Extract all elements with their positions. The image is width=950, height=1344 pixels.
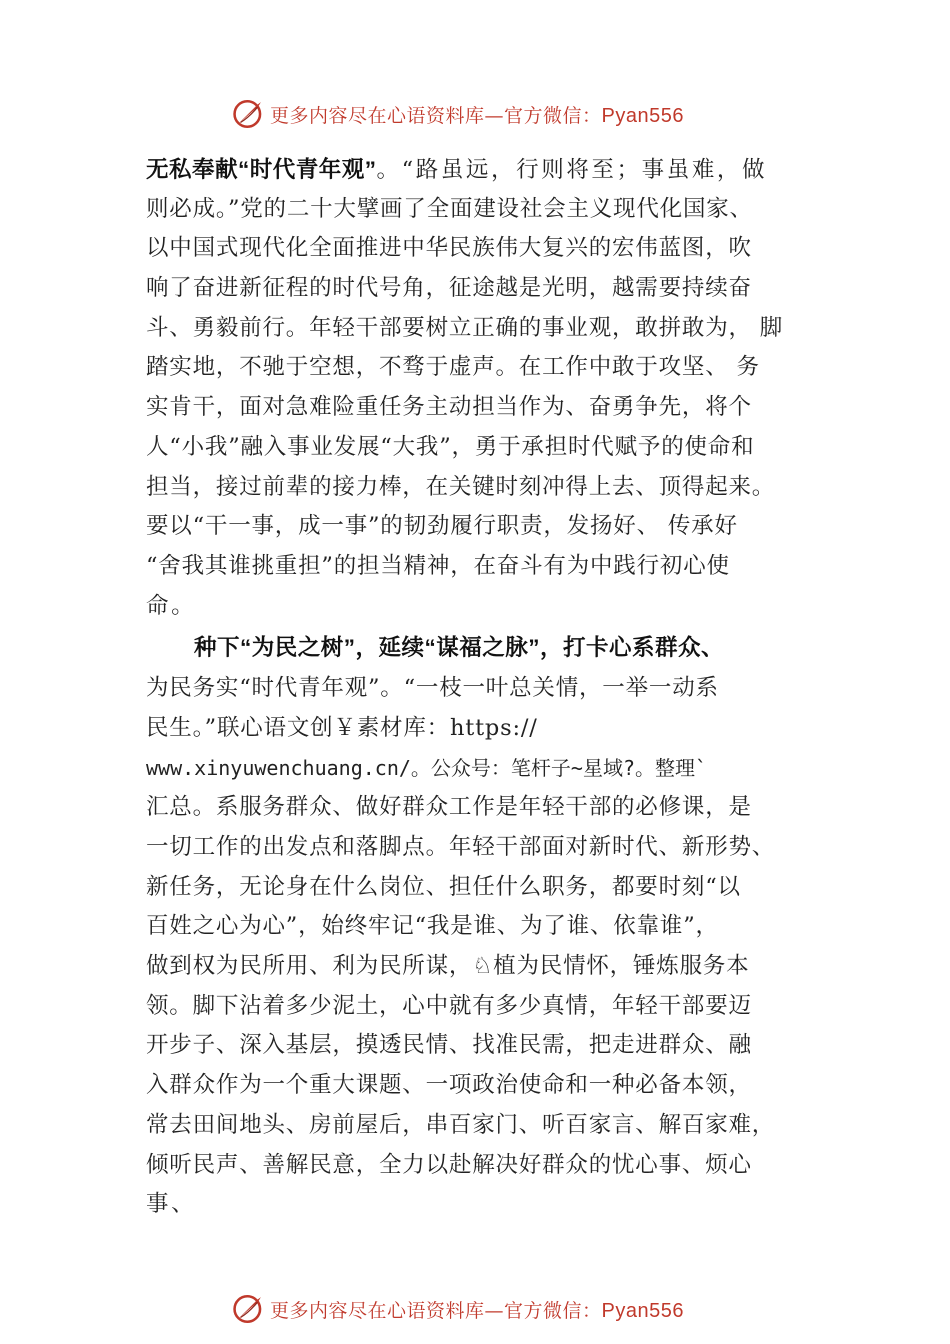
quill-logo-icon xyxy=(232,97,266,131)
text-line: 斗、勇毅前行。年轻干部要树立正确的事业观，敢拼敢为， 脚 xyxy=(146,314,784,341)
section-heading: 种下“为民之树”，延续“谋福之脉”，打卡心系群众、 xyxy=(194,635,725,661)
text-line: 汇总。系服务群众、做好群众工作是年轻干部的必修课，是 xyxy=(146,794,752,821)
text-line: 则必成。”党的二十大擘画了全面建设社会主义现代化国家、 xyxy=(146,195,753,222)
text-line: 领。脚下沾着多少泥土，心中就有多少真情，年轻干部要迈 xyxy=(146,992,752,1019)
header-banner xyxy=(232,94,732,134)
text-line: 人“小我”融入事业发展“大我”，勇于承担时代赋予的使命和 xyxy=(146,433,755,460)
header-banner-text: 更多内容尽在心语资料库—官方微信：Pyan556 xyxy=(270,104,684,127)
text-line: 要以“干一事，成一事”的韧劲履行职责，发扬好、 传承好 xyxy=(146,513,738,540)
wechat-id: Pyan556 xyxy=(601,1299,684,1322)
text-line: 命。 xyxy=(146,592,197,619)
text-line: 为民务实“时代青年观”。“一枝一叶总关情，一举一动系 xyxy=(146,675,719,702)
text-line: www.xinyuwenchuang.cn/。公众号：笔杆子~星域?。整理` xyxy=(146,755,708,780)
text-line: 入群众作为一个重大课题、一项政治使命和一种必备本领， xyxy=(146,1072,752,1099)
text-line: 响了奋进新征程的时代号角，征途越是光明，越需要持续奋 xyxy=(146,275,752,302)
text-line: 常去田间地头、房前屋后，串百家门、听百家言、解百家难， xyxy=(146,1111,776,1138)
text-line: 倾听民声、善解民意，全力以赴解决好群众的忧心事、烦心 xyxy=(146,1151,752,1178)
footer-banner-text: 更多内容尽在心语资料库—官方微信：Pyan556 xyxy=(270,1299,684,1322)
text-line: 踏实地，不驰于空想，不骛于虚声。在工作中敢于攻坚、 务 xyxy=(146,354,760,381)
text-line: 无私奉献“时代青年观”。“路虽远，行则将至；事虽难，做 xyxy=(146,157,768,183)
text-line: 新任务，无论身在什么岗位、担任什么职务，都要时刻“以 xyxy=(146,873,741,900)
text-line: 民生。”联心语文创￥素材库：https:// xyxy=(146,714,538,741)
document-body xyxy=(146,150,826,1225)
quill-logo-icon xyxy=(232,1292,266,1326)
text-line: 做到权为民所用、利为民所谋，♘植为民情怀，锤炼服务本 xyxy=(146,953,750,980)
text-line: 开步子、深入基层，摸透民情、找准民需，把走进群众、融 xyxy=(146,1032,752,1059)
text-line: 百姓之心为心”，始终牢记“我是谁、为了谁、依靠谁”， xyxy=(146,913,719,940)
text-line: 以中国式现代化全面推进中华民族伟大复兴的宏伟蓝图，吹 xyxy=(146,235,752,262)
text-line: 担当，接过前辈的接力棒，在关键时刻冲得上去、顶得起来。 xyxy=(146,473,776,500)
text-line: 事、 xyxy=(146,1191,197,1218)
wechat-id: Pyan556 xyxy=(601,104,684,127)
footer-banner xyxy=(232,1289,732,1329)
text-line: 一切工作的出发点和落脚点。年轻干部面对新时代、新形势、 xyxy=(146,834,776,860)
bold-lead: 无私奉献“时代青年观” xyxy=(146,157,377,182)
text-line: “舍我其谁挑重担”的担当精神，在奋斗有为中践行初心使 xyxy=(146,552,730,579)
text-line: 实肯干，面对急难险重任务主动担当作为、奋勇争先，将个 xyxy=(146,394,752,421)
